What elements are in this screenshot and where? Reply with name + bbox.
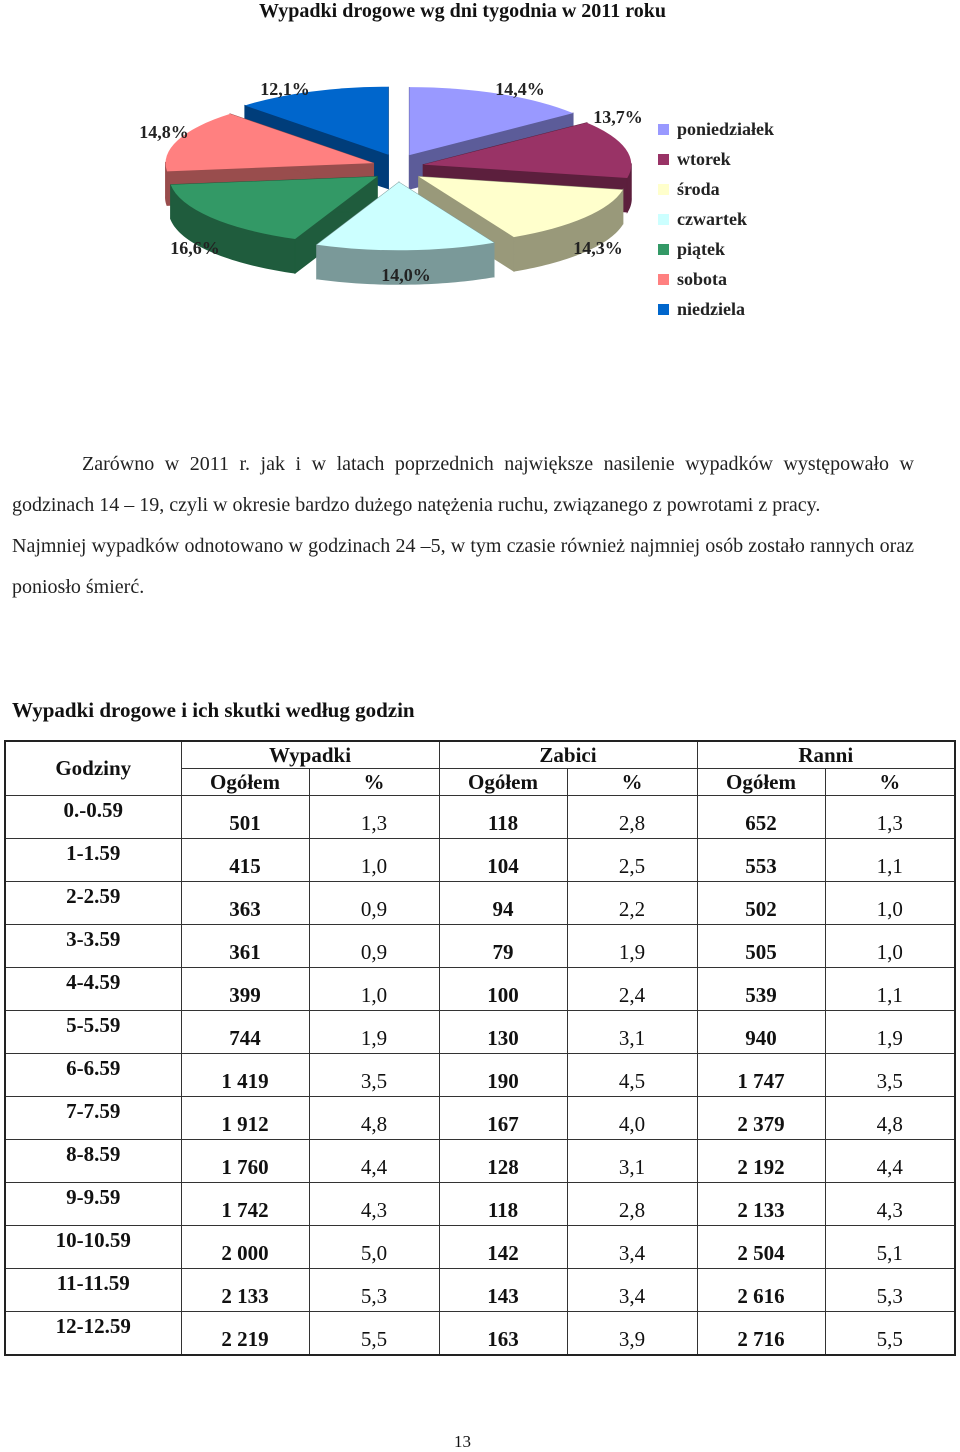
- legend-swatch: [658, 184, 669, 195]
- table-row: [5, 1140, 955, 1183]
- killed-total-cell: 118: [439, 796, 567, 839]
- accidents-total-cell: 2 133: [181, 1269, 309, 1312]
- table-row: [5, 1183, 955, 1226]
- accidents-percent-cell: 1,0: [309, 968, 439, 1011]
- injured-total-cell: 2 716: [697, 1312, 825, 1356]
- injured-percent-cell: 5,1: [825, 1226, 955, 1269]
- killed-total-cell: 104: [439, 839, 567, 882]
- body-text: [12, 444, 914, 608]
- injured-percent-cell: 1,3: [825, 796, 955, 839]
- header-ranni: Ranni: [697, 741, 955, 769]
- pie-chart: [0, 0, 960, 420]
- killed-total-cell: 128: [439, 1140, 567, 1183]
- killed-percent-cell: 2,8: [567, 1183, 697, 1226]
- accidents-total-cell: 1 760: [181, 1140, 309, 1183]
- subheader-percent: %: [825, 769, 955, 796]
- injured-total-cell: 940: [697, 1011, 825, 1054]
- accidents-percent-cell: 1,3: [309, 796, 439, 839]
- subheader-ogolem: Ogółem: [697, 769, 825, 796]
- injured-percent-cell: 1,9: [825, 1011, 955, 1054]
- killed-percent-cell: 3,1: [567, 1140, 697, 1183]
- accidents-total-cell: 2 000: [181, 1226, 309, 1269]
- killed-total-cell: 143: [439, 1269, 567, 1312]
- killed-percent-cell: 3,1: [567, 1011, 697, 1054]
- killed-percent-cell: 4,5: [567, 1054, 697, 1097]
- accidents-total-cell: 501: [181, 796, 309, 839]
- killed-percent-cell: 2,5: [567, 839, 697, 882]
- table-row: [5, 1226, 955, 1269]
- injured-total-cell: 539: [697, 968, 825, 1011]
- legend-item: [658, 264, 774, 294]
- table-row: [5, 925, 955, 968]
- header-wypadki: Wypadki: [181, 741, 439, 769]
- hour-cell: 7-7.59: [5, 1097, 181, 1140]
- legend-swatch: [658, 244, 669, 255]
- injured-percent-cell: 5,5: [825, 1312, 955, 1356]
- killed-total-cell: 130: [439, 1011, 567, 1054]
- killed-percent-cell: 4,0: [567, 1097, 697, 1140]
- injured-total-cell: 2 133: [697, 1183, 825, 1226]
- hour-cell: 10-10.59: [5, 1226, 181, 1269]
- pie-data-label: 14,8%: [139, 122, 189, 142]
- injured-percent-cell: 1,1: [825, 839, 955, 882]
- injured-percent-cell: 1,0: [825, 882, 955, 925]
- accidents-percent-cell: 5,5: [309, 1312, 439, 1356]
- legend-swatch: [658, 274, 669, 285]
- legend-item: [658, 234, 774, 264]
- subheader-percent: %: [309, 769, 439, 796]
- injured-percent-cell: 4,8: [825, 1097, 955, 1140]
- accidents-percent-cell: 0,9: [309, 882, 439, 925]
- killed-total-cell: 94: [439, 882, 567, 925]
- accidents-percent-cell: 4,3: [309, 1183, 439, 1226]
- accidents-percent-cell: 1,9: [309, 1011, 439, 1054]
- killed-percent-cell: 3,4: [567, 1226, 697, 1269]
- injured-total-cell: 652: [697, 796, 825, 839]
- injured-total-cell: 2 379: [697, 1097, 825, 1140]
- subheader-ogolem: Ogółem: [439, 769, 567, 796]
- injured-percent-cell: 3,5: [825, 1054, 955, 1097]
- legend-item: [658, 114, 774, 144]
- pie-data-label: 14,4%: [495, 79, 545, 99]
- hour-cell: 4-4.59: [5, 968, 181, 1011]
- table-row: [5, 1054, 955, 1097]
- injured-percent-cell: 1,1: [825, 968, 955, 1011]
- subheader-ogolem: Ogółem: [181, 769, 309, 796]
- legend-label: piątek: [677, 238, 726, 259]
- legend-label: poniedziałek: [677, 118, 775, 139]
- table-row: [5, 796, 955, 839]
- hour-cell: 3-3.59: [5, 925, 181, 968]
- legend-swatch: [658, 214, 669, 225]
- accidents-total-cell: 415: [181, 839, 309, 882]
- paragraph-1: Zarówno w 2011 r. jak i w latach poprzednich największe nasilenie wypadków występowało w godzinach 14 – 19, czyli w okresie bardzo dużego natężenia ruchu, związanego z powrotami z pracy.: [12, 453, 914, 516]
- accidents-total-cell: 1 419: [181, 1054, 309, 1097]
- table-row: [5, 1312, 955, 1356]
- injured-total-cell: 2 504: [697, 1226, 825, 1269]
- hour-cell: 1-1.59: [5, 839, 181, 882]
- hour-cell: 5-5.59: [5, 1011, 181, 1054]
- page-number: 13: [454, 1432, 471, 1451]
- accidents-percent-cell: 1,0: [309, 839, 439, 882]
- accidents-percent-cell: 4,8: [309, 1097, 439, 1140]
- hour-cell: 2-2.59: [5, 882, 181, 925]
- header-godziny: Godziny: [5, 741, 181, 796]
- legend-label: niedziela: [677, 298, 745, 319]
- killed-total-cell: 163: [439, 1312, 567, 1356]
- pie-data-label: 16,6%: [170, 238, 220, 258]
- injured-total-cell: 505: [697, 925, 825, 968]
- accidents-total-cell: 744: [181, 1011, 309, 1054]
- killed-percent-cell: 2,4: [567, 968, 697, 1011]
- injured-percent-cell: 5,3: [825, 1269, 955, 1312]
- table-row: [5, 968, 955, 1011]
- accidents-total-cell: 1 912: [181, 1097, 309, 1140]
- legend-item: [658, 144, 774, 174]
- accidents-percent-cell: 0,9: [309, 925, 439, 968]
- hour-cell: 8-8.59: [5, 1140, 181, 1183]
- paragraph-2: Najmniej wypadków odnotowano w godzinach 24 –5, w tym czasie również najmniej osób zostało rannych oraz poniosło śmierć.: [12, 535, 914, 598]
- injured-total-cell: 2 192: [697, 1140, 825, 1183]
- accidents-by-hour-table: [4, 740, 956, 1356]
- killed-total-cell: 79: [439, 925, 567, 968]
- legend-item: [658, 294, 774, 324]
- injured-total-cell: 1 747: [697, 1054, 825, 1097]
- table-row: [5, 1097, 955, 1140]
- injured-total-cell: 553: [697, 839, 825, 882]
- killed-total-cell: 167: [439, 1097, 567, 1140]
- legend-swatch: [658, 304, 669, 315]
- legend-swatch: [658, 124, 669, 135]
- table-row: [5, 1269, 955, 1312]
- legend-item: [658, 174, 774, 204]
- accidents-total-cell: 1 742: [181, 1183, 309, 1226]
- table-row: [5, 1011, 955, 1054]
- hour-cell: 6-6.59: [5, 1054, 181, 1097]
- accidents-percent-cell: 3,5: [309, 1054, 439, 1097]
- hour-cell: 0.-0.59: [5, 796, 181, 839]
- legend-label: wtorek: [677, 148, 731, 169]
- legend-label: środa: [677, 178, 720, 199]
- pie-data-label: 12,1%: [260, 79, 310, 99]
- killed-percent-cell: 3,4: [567, 1269, 697, 1312]
- accidents-percent-cell: 5,0: [309, 1226, 439, 1269]
- injured-percent-cell: 4,4: [825, 1140, 955, 1183]
- accidents-percent-cell: 4,4: [309, 1140, 439, 1183]
- pie-data-label: 13,7%: [593, 107, 643, 127]
- killed-total-cell: 100: [439, 968, 567, 1011]
- accidents-total-cell: 399: [181, 968, 309, 1011]
- legend-item: [658, 204, 774, 234]
- killed-total-cell: 190: [439, 1054, 567, 1097]
- table-row: [5, 839, 955, 882]
- header-zabici: Zabici: [439, 741, 697, 769]
- killed-percent-cell: 2,8: [567, 796, 697, 839]
- injured-total-cell: 2 616: [697, 1269, 825, 1312]
- injured-total-cell: 502: [697, 882, 825, 925]
- pie-data-label: 14,3%: [573, 238, 623, 258]
- hour-cell: 9-9.59: [5, 1183, 181, 1226]
- killed-total-cell: 118: [439, 1183, 567, 1226]
- hour-cell: 12-12.59: [5, 1312, 181, 1356]
- chart-legend: [658, 114, 774, 324]
- accidents-total-cell: 363: [181, 882, 309, 925]
- accidents-percent-cell: 5,3: [309, 1269, 439, 1312]
- pie-data-label: 14,0%: [381, 265, 431, 285]
- legend-swatch: [658, 154, 669, 165]
- legend-label: czwartek: [677, 208, 747, 229]
- legend-label: sobota: [677, 268, 728, 289]
- accidents-total-cell: 2 219: [181, 1312, 309, 1356]
- chart-title: Wypadki drogowe wg dni tygodnia w 2011 roku: [259, 0, 666, 22]
- killed-total-cell: 142: [439, 1226, 567, 1269]
- killed-percent-cell: 3,9: [567, 1312, 697, 1356]
- injured-percent-cell: 1,0: [825, 925, 955, 968]
- killed-percent-cell: 1,9: [567, 925, 697, 968]
- table-row: [5, 882, 955, 925]
- table-title: Wypadki drogowe i ich skutki według godzin: [12, 698, 415, 722]
- injured-percent-cell: 4,3: [825, 1183, 955, 1226]
- accidents-total-cell: 361: [181, 925, 309, 968]
- killed-percent-cell: 2,2: [567, 882, 697, 925]
- hour-cell: 11-11.59: [5, 1269, 181, 1312]
- subheader-percent: %: [567, 769, 697, 796]
